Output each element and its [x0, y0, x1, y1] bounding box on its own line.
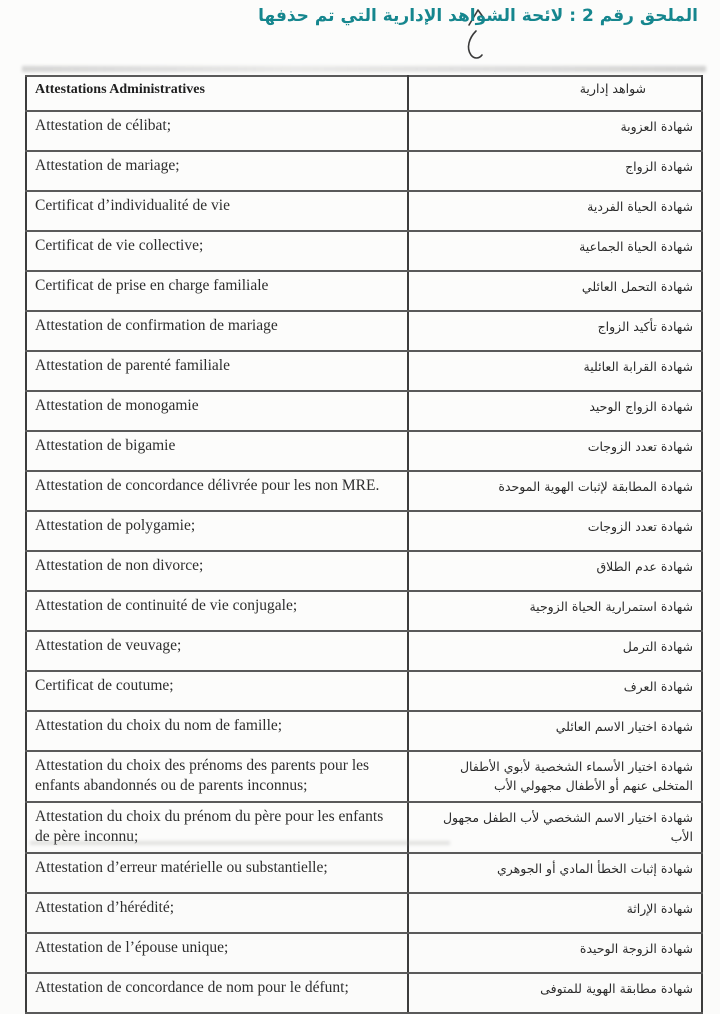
cell-arabic: شهادة عدم الطلاق [408, 551, 702, 591]
table-row [26, 893, 702, 933]
cell-french: Attestation d’erreur matérielle ou substantielle; [26, 853, 408, 893]
cell-french: Attestation de confirmation de mariage [26, 311, 408, 351]
cell-french: Attestation de célibat; [26, 111, 408, 151]
table-header-row [26, 76, 702, 111]
cell-french: Attestation de concordance de nom pour le défunt; [26, 973, 408, 1013]
cell-arabic: شهادة العرف [408, 671, 702, 711]
table-row [26, 311, 702, 351]
cell-arabic: شهادة تعدد الزوجات [408, 511, 702, 551]
table-row [26, 471, 702, 511]
cell-arabic: شهادة الزواج [408, 151, 702, 191]
cell-french: Attestation du choix des prénoms des parents pour les enfants abandonnés ou de parents inconnus; [26, 751, 408, 802]
page-title: الملحق رقم 2 : لائحة الشواهد الإدارية التي تم حذفها [258, 6, 698, 26]
cell-arabic: شهادة تأكيد الزواج [408, 311, 702, 351]
cell-french: Attestation de polygamie; [26, 511, 408, 551]
cell-arabic: شهادة إثبات الخطأ المادي أو الجوهري [408, 853, 702, 893]
table-row [26, 351, 702, 391]
cell-french: Attestation du choix du prénom du père pour les enfants de père inconnu; [26, 802, 408, 853]
cell-arabic: شهادة القرابة العائلية [408, 351, 702, 391]
table-row [26, 511, 702, 551]
table-row [26, 191, 702, 231]
table-body [26, 111, 702, 1013]
cell-arabic: شهادة التحمل العائلي [408, 271, 702, 311]
cell-arabic: شهادة المطابقة لإثبات الهوية الموحدة [408, 471, 702, 511]
cell-french: Certificat de vie collective; [26, 231, 408, 271]
cell-french: Attestation de continuité de vie conjugale; [26, 591, 408, 631]
table-row [26, 231, 702, 271]
table-row [26, 391, 702, 431]
table-row [26, 431, 702, 471]
cell-arabic: شهادة اختيار الاسم العائلي [408, 711, 702, 751]
scan-artifact-bottom [30, 841, 450, 845]
deleted-certificates-table [25, 75, 703, 1014]
column-header-arabic: شواهد إدارية [408, 76, 702, 111]
cell-french: Attestation de monogamie [26, 391, 408, 431]
cell-french: Attestation de non divorce; [26, 551, 408, 591]
cell-arabic: شهادة العزوبة [408, 111, 702, 151]
cell-arabic: شهادة تعدد الزوجات [408, 431, 702, 471]
cell-arabic: شهادة اختيار الاسم الشخصي لأب الطفل مجهول الأب [408, 802, 702, 853]
cell-arabic: شهادة الزواج الوحيد [408, 391, 702, 431]
cell-french: Attestation de l’épouse unique; [26, 933, 408, 973]
cell-arabic: شهادة استمرارية الحياة الزوجية [408, 591, 702, 631]
table-row [26, 711, 702, 751]
cell-french: Certificat de prise en charge familiale [26, 271, 408, 311]
table-row [26, 151, 702, 191]
table-row [26, 111, 702, 151]
cell-french: Attestation de parenté familiale [26, 351, 408, 391]
cell-french: Attestation d’hérédité; [26, 893, 408, 933]
table-row [26, 853, 702, 893]
cell-french: Attestation de veuvage; [26, 631, 408, 671]
cell-arabic: شهادة الحياة الجماعية [408, 231, 702, 271]
table-row [26, 973, 702, 1013]
cell-arabic: شهادة اختيار الأسماء الشخصية لأبوي الأطفال المتخلى عنهم أو الأطفال مجهولي الأب [408, 751, 702, 802]
cell-french: Attestation de bigamie [26, 431, 408, 471]
cell-arabic: شهادة الترمل [408, 631, 702, 671]
cell-arabic: شهادة الزوجة الوحيدة [408, 933, 702, 973]
table-row [26, 551, 702, 591]
table-row [26, 671, 702, 711]
cell-french: Attestation de mariage; [26, 151, 408, 191]
cell-french: Attestation du choix du nom de famille; [26, 711, 408, 751]
cell-french: Certificat d’individualité de vie [26, 191, 408, 231]
table-row [26, 631, 702, 671]
cell-arabic: شهادة الإراثة [408, 893, 702, 933]
cell-arabic: شهادة مطابقة الهوية للمتوفى [408, 973, 702, 1013]
table-row [26, 751, 702, 802]
table-row [26, 591, 702, 631]
table-row [26, 933, 702, 973]
table-row [26, 271, 702, 311]
scan-artifact-top [22, 66, 706, 72]
column-header-french: Attestations Administratives [26, 76, 408, 111]
table-row [26, 802, 702, 853]
cell-french: Certificat de coutume; [26, 671, 408, 711]
cell-arabic: شهادة الحياة الفردية [408, 191, 702, 231]
cell-french: Attestation de concordance délivrée pour les non MRE. [26, 471, 408, 511]
